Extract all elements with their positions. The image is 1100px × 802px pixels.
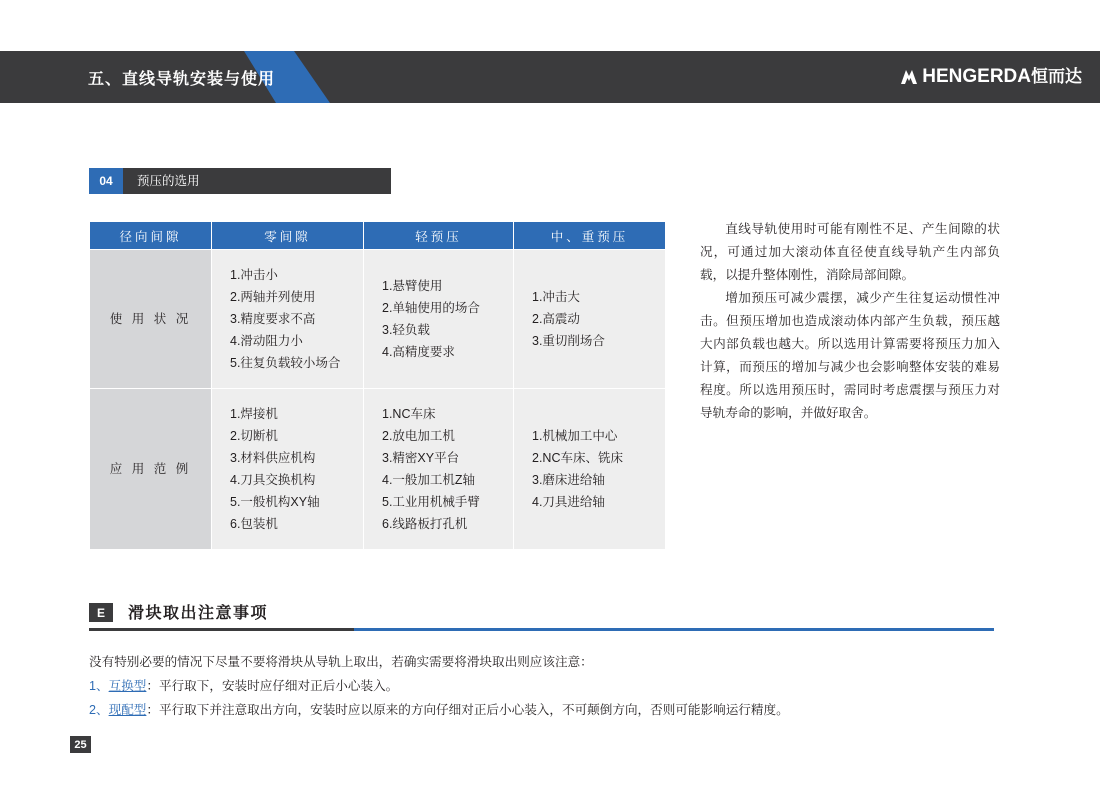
section-label: 预压的选用 [137, 174, 200, 188]
table-header-cell: 中、重预压 [514, 222, 666, 250]
table-cell [364, 389, 514, 550]
cell-line: 3.轻负载 [382, 323, 430, 337]
cell-line: 6.包装机 [230, 517, 278, 531]
cell-line: 6.线路板打孔机 [382, 517, 468, 531]
cell-line: 4.高精度要求 [382, 345, 455, 359]
section-e-badge: E [89, 603, 113, 622]
page-header [0, 51, 1100, 103]
logo-mark-icon [899, 67, 919, 87]
cell-line: 3.精密XY平台 [382, 451, 460, 465]
cell-line: 3.磨床进给轴 [532, 473, 605, 487]
body-item-2-number: 2、 [89, 703, 109, 717]
table-header-row [90, 222, 666, 250]
chapter-title: 五、直线导轨安装与使用 [88, 71, 276, 88]
preload-selection-table [89, 221, 666, 550]
section-e-body [89, 650, 999, 722]
cell-line: 1.冲击小 [230, 268, 278, 282]
page-number: 25 [70, 736, 91, 753]
cell-line: 4.滑动阻力小 [230, 334, 303, 348]
table-cell [514, 389, 666, 550]
cell-line: 3.材料供应机构 [230, 451, 316, 465]
side-description [700, 218, 1000, 425]
table-row [90, 389, 666, 550]
body-item-1-number: 1、 [89, 679, 109, 693]
table-header-cell: 轻预压 [364, 222, 514, 250]
cell-line: 4.刀具进给轴 [532, 495, 605, 509]
cell-line: 2.放电加工机 [382, 429, 455, 443]
table-header-cell: 零间隙 [212, 222, 364, 250]
logo-text-cn: 恒而达 [1031, 67, 1082, 86]
section-banner [89, 168, 391, 194]
cell-line: 4.一般加工机Z轴 [382, 473, 476, 487]
section-e-rule-dark [89, 628, 354, 631]
table-cell [212, 389, 364, 550]
brand-logo [899, 65, 1082, 89]
body-item-1-term: 互换型 [108, 679, 147, 693]
side-paragraph-2: 增加预压可减少震摆，减少产生往复运动惯性冲击。但预压增加也造成滚动体内部产生负载，预压越大内部负载也越大。所以选用计算需要将预压力加入计算，而预压的增加与减少也会影响整体安装的难易程度。所以选用预压时，需同时考虑震摆与预压力对导轨寿命的影响，并做好取舍。 [700, 291, 1000, 420]
body-item-1-text: ：平行取下，安装时应仔细对正后小心装入。 [146, 679, 399, 693]
cell-line: 2.两轴并列使用 [230, 290, 316, 304]
section-number: 04 [89, 168, 123, 194]
section-e-title: 滑块取出注意事项 [128, 605, 269, 622]
cell-line: 2.NC车床、铣床 [532, 451, 623, 465]
table-row [90, 250, 666, 389]
table-cell [514, 250, 666, 389]
section-e-heading [89, 600, 994, 630]
logo-text: HENGERDA [922, 66, 1031, 87]
body-item-1 [89, 674, 999, 698]
body-intro: 没有特别必要的情况下尽量不要将滑块从导轨上取出，若确实需要将滑块取出则应该注意： [89, 655, 593, 669]
body-item-2-text: ：平行取下并注意取出方向，安装时应以原来的方向仔细对正后小心装入，不可颠倒方向，否则可能影响运行精度。 [146, 703, 789, 717]
side-paragraph-1: 直线导轨使用时可能有刚性不足、产生间隙的状况，可通过加大滚动体直径使直线导轨产生内部负载，以提升整体刚性，消除局部间隙。 [700, 222, 1000, 282]
cell-line: 1.悬臂使用 [382, 279, 443, 293]
cell-line: 1.机械加工中心 [532, 429, 618, 443]
table-cell [212, 250, 364, 389]
body-item-2-term: 现配型 [108, 703, 147, 717]
body-item-2 [89, 698, 999, 722]
cell-line: 5.工业用机械手臂 [382, 495, 480, 509]
cell-line: 2.高震动 [532, 312, 580, 326]
cell-line: 2.切断机 [230, 429, 278, 443]
cell-line: 3.重切削场合 [532, 334, 605, 348]
cell-line: 5.往复负载较小场合 [230, 356, 341, 370]
cell-line: 2.单轴使用的场合 [382, 301, 480, 315]
cell-line: 1.焊接机 [230, 407, 278, 421]
table-row-head: 使 用 状 况 [90, 250, 212, 389]
cell-line: 1.NC车床 [382, 407, 436, 421]
cell-line: 4.刀具交换机构 [230, 473, 316, 487]
cell-line: 3.精度要求不高 [230, 312, 316, 326]
table-cell [364, 250, 514, 389]
cell-line: 5.一般机构XY轴 [230, 495, 320, 509]
table-row-head: 应 用 范 例 [90, 389, 212, 550]
cell-line: 1.冲击大 [532, 290, 580, 304]
table-header-cell: 径向间隙 [90, 222, 212, 250]
